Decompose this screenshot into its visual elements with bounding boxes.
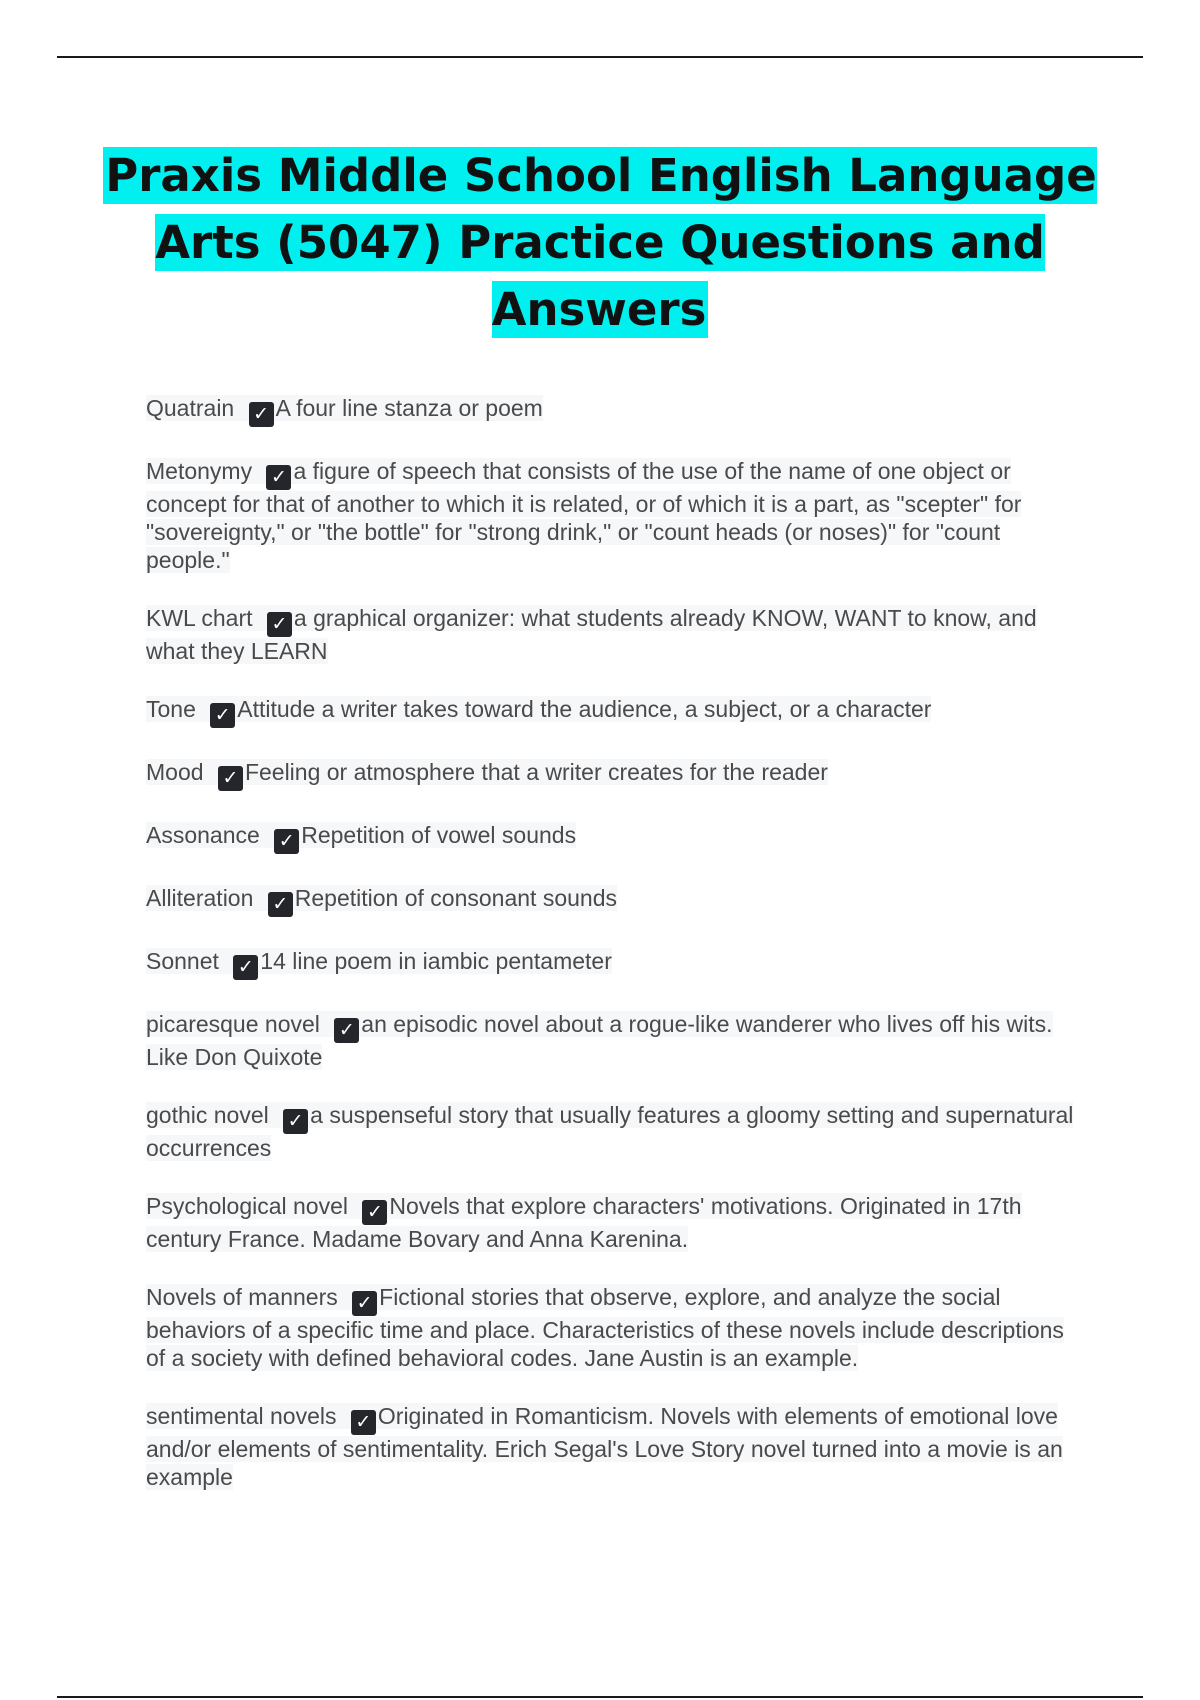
definition: 14 line poem in iambic pentameter (260, 948, 612, 974)
list-item (146, 758, 1086, 791)
flashcard-list (146, 394, 1086, 1521)
list-item (146, 1101, 1086, 1162)
list-item (146, 884, 1086, 917)
page-title (100, 142, 1100, 343)
checkmark-icon: ✓ (274, 829, 299, 854)
term: Quatrain (146, 395, 235, 421)
checkmark-icon: ✓ (249, 402, 274, 427)
list-item (146, 821, 1086, 854)
list-item (146, 947, 1086, 980)
title-highlight: Praxis Middle School English Language Arts (5047) Practice Questions and Answers (105, 149, 1097, 336)
definition: a graphical organizer: what students already KNOW, WANT to know, and what they LEARN (146, 605, 1037, 664)
list-item (146, 1010, 1086, 1071)
checkmark-icon: ✓ (210, 703, 235, 728)
list-item (146, 457, 1086, 574)
checkmark-icon: ✓ (218, 766, 243, 791)
term: Alliteration (146, 885, 254, 911)
checkmark-icon: ✓ (266, 465, 291, 490)
checkmark-icon: ✓ (334, 1018, 359, 1043)
checkmark-icon: ✓ (283, 1109, 308, 1134)
checkmark-icon: ✓ (351, 1410, 376, 1435)
term: Mood (146, 759, 204, 785)
definition: a figure of speech that consists of the use of the name of one object or concept for that of another to which it is related, or of which it is a part, as "scepter" for "sovereignty," or "the bottle" for "strong drink," or "count heads (or noses)" for "count people." (146, 458, 1022, 573)
bottom-rule (57, 1696, 1143, 1698)
list-item (146, 394, 1086, 427)
definition: Feeling or atmosphere that a writer creates for the reader (244, 759, 828, 785)
definition: a suspenseful story that usually features a gloomy setting and supernatural occurrences (146, 1102, 1074, 1161)
term: Assonance (146, 822, 260, 848)
term: Novels of manners (146, 1284, 338, 1310)
term: picaresque novel (146, 1011, 320, 1037)
term: Sonnet (146, 948, 219, 974)
term: KWL chart (146, 605, 253, 631)
definition: Repetition of consonant sounds (294, 885, 618, 911)
list-item (146, 1192, 1086, 1253)
checkmark-icon: ✓ (233, 955, 258, 980)
term: gothic novel (146, 1102, 269, 1128)
definition: A four line stanza or poem (275, 395, 543, 421)
term: Metonymy (146, 458, 253, 484)
definition: Repetition of vowel sounds (301, 822, 577, 848)
definition: Originated in Romanticism. Novels with elements of emotional love and/or elements of sentimentality. Erich Segal's Love Story novel turned into a movie is an example (146, 1403, 1063, 1490)
definition: an episodic novel about a rogue-like wanderer who lives off his wits. Like Don Quixote (146, 1011, 1053, 1070)
term: sentimental novels (146, 1403, 337, 1429)
top-rule (57, 56, 1143, 58)
checkmark-icon: ✓ (362, 1200, 387, 1225)
definition: Novels that explore characters' motivations. Originated in 17th century France. Madame Bovary and Anna Karenina. (146, 1193, 1022, 1252)
term: Tone (146, 696, 196, 722)
list-item (146, 695, 1086, 728)
term: Psychological novel (146, 1193, 349, 1219)
checkmark-icon: ✓ (352, 1291, 377, 1316)
checkmark-icon: ✓ (268, 892, 293, 917)
checkmark-icon: ✓ (267, 612, 292, 637)
definition: Fictional stories that observe, explore, and analyze the social behaviors of a specific time and place. Characteristics of these novels include descriptions of a society with defined behavioral codes. Jane Austin is an example. (146, 1284, 1064, 1371)
definition: Attitude a writer takes toward the audience, a subject, or a character (237, 696, 932, 722)
list-item (146, 1283, 1086, 1372)
list-item (146, 1402, 1086, 1491)
list-item (146, 604, 1086, 665)
